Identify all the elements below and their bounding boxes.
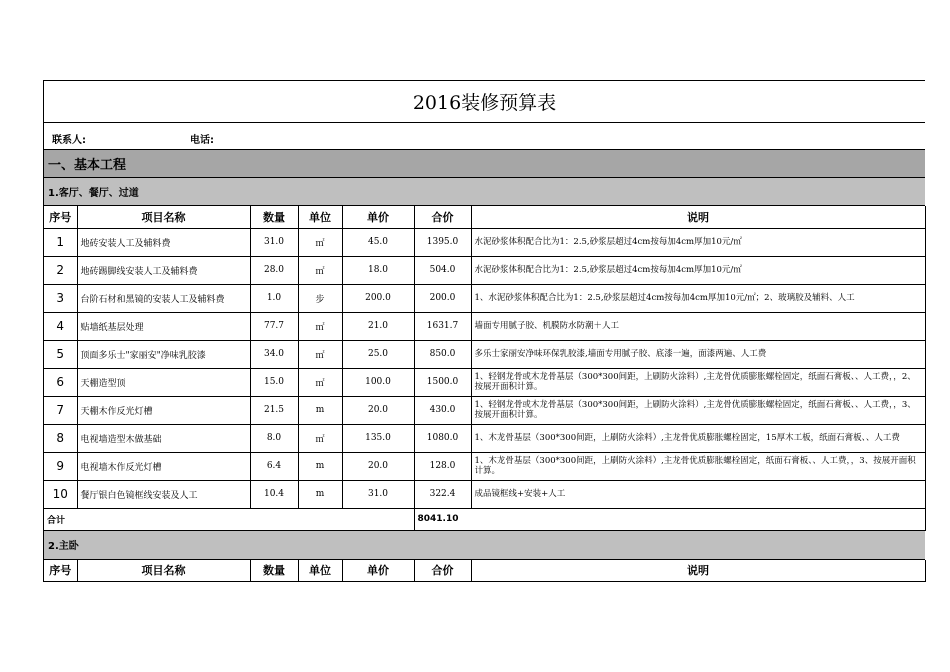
item-unit: 步 [298,284,342,312]
col-header-desc: 说明 [471,206,925,228]
master-bedroom-table [44,560,926,583]
item-price: 20.0 [342,452,414,480]
item-number: 9 [44,452,77,480]
item-qty: 28.0 [250,256,298,284]
group-master-bedroom: 2.主卧 [44,531,925,560]
total-row [44,508,925,530]
item-name: 电视墙造型木做基础 [77,424,250,452]
col-header-desc: 说明 [471,560,925,582]
item-name: 餐厅银白色镜框线安装及人工 [77,480,250,508]
table-header-row [44,206,925,228]
item-unit: m [298,452,342,480]
item-qty: 21.5 [250,396,298,424]
item-total: 850.0 [414,340,471,368]
item-total: 200.0 [414,284,471,312]
table-row [44,452,925,480]
item-number: 10 [44,480,77,508]
item-qty: 15.0 [250,368,298,396]
living-dining-table [44,206,926,531]
item-name: 电视墙木作反光灯槽 [77,452,250,480]
item-qty: 8.0 [250,424,298,452]
item-name: 天棚造型顶 [77,368,250,396]
item-desc: 墙面专用腻子胶、机膜防水防潮＋人工 [471,312,925,340]
item-total: 1395.0 [414,228,471,256]
item-total: 430.0 [414,396,471,424]
item-unit: ㎡ [298,424,342,452]
item-total: 1631.7 [414,312,471,340]
total-value: 8041.10 [414,508,925,530]
item-name: 台阶石材和黑镜的安装人工及辅料费 [77,284,250,312]
item-name: 地砖踢脚线安装人工及辅料费 [77,256,250,284]
item-unit: ㎡ [298,256,342,284]
item-qty: 6.4 [250,452,298,480]
item-number: 6 [44,368,77,396]
table-row [44,256,925,284]
item-unit: ㎡ [298,228,342,256]
col-header-no: 序号 [44,560,77,582]
table-row [44,284,925,312]
item-price: 135.0 [342,424,414,452]
item-price: 45.0 [342,228,414,256]
item-unit: ㎡ [298,368,342,396]
sheet-title: 2016装修预算表 [44,81,925,123]
item-number: 8 [44,424,77,452]
table-row [44,312,925,340]
item-desc: 水泥砂浆体积配合比为1：2.5,砂浆层超过4cm按每加4cm厚加10元/㎡ [471,228,925,256]
item-desc: 1、木龙骨基层（300*300间距，上刷防火涂料）,主龙骨优质膨胀螺栓固定，纸面石膏板、、人工费，，3、按展开面积计算。 [471,452,925,480]
col-header-unit: 单位 [298,560,342,582]
item-total: 128.0 [414,452,471,480]
table-row [44,368,925,396]
col-header-unit: 单位 [298,206,342,228]
table-row [44,340,925,368]
item-desc: 1、木龙骨基层（300*300间距，上刷防火涂料）,主龙骨优质膨胀螺栓固定，15厚木工板，纸面石膏板、、人工费 [471,424,925,452]
item-qty: 10.4 [250,480,298,508]
item-price: 18.0 [342,256,414,284]
col-header-price: 单价 [342,206,414,228]
item-number: 2 [44,256,77,284]
col-header-qty: 数量 [250,560,298,582]
item-qty: 77.7 [250,312,298,340]
item-number: 7 [44,396,77,424]
item-unit: m [298,480,342,508]
budget-sheet [43,80,925,582]
item-qty: 1.0 [250,284,298,312]
item-qty: 31.0 [250,228,298,256]
col-header-total: 合价 [414,206,471,228]
item-number: 1 [44,228,77,256]
item-price: 100.0 [342,368,414,396]
table-row [44,480,925,508]
contact-person-label: 联系人: [52,135,86,146]
col-header-price: 单价 [342,560,414,582]
item-total: 322.4 [414,480,471,508]
item-desc: 成品镜框线+安装+人工 [471,480,925,508]
item-unit: ㎡ [298,340,342,368]
item-total: 504.0 [414,256,471,284]
group-living-dining: 1.客厅、餐厅、过道 [44,178,925,206]
col-header-no: 序号 [44,206,77,228]
total-label: 合计 [44,508,414,530]
item-total: 1080.0 [414,424,471,452]
item-price: 200.0 [342,284,414,312]
section-basic-works: 一、基本工程 [44,150,925,178]
item-unit: ㎡ [298,312,342,340]
item-desc: 多乐士家丽安净味环保乳胶漆,墙面专用腻子胶、底漆一遍，面漆两遍、人工费 [471,340,925,368]
item-name: 地砖安装人工及辅料费 [77,228,250,256]
contact-row [44,123,925,150]
table-row [44,396,925,424]
col-header-qty: 数量 [250,206,298,228]
item-desc: 1、轻钢龙骨或木龙骨基层（300*300间距，上刷防火涂料）,主龙骨优质膨胀螺栓固定，纸面石膏板、、人工费，，2、按展开面积计算。 [471,368,925,396]
item-price: 25.0 [342,340,414,368]
item-number: 3 [44,284,77,312]
item-desc: 水泥砂浆体积配合比为1：2.5,砂浆层超过4cm按每加4cm厚加10元/㎡ [471,256,925,284]
table-header-row [44,560,925,582]
item-price: 31.0 [342,480,414,508]
table-body [44,228,925,508]
col-header-name: 项目名称 [77,206,250,228]
item-name: 天棚木作反光灯槽 [77,396,250,424]
col-header-name: 项目名称 [77,560,250,582]
table-row [44,424,925,452]
item-total: 1500.0 [414,368,471,396]
item-price: 20.0 [342,396,414,424]
item-price: 21.0 [342,312,414,340]
table-row [44,228,925,256]
item-number: 4 [44,312,77,340]
item-name: 贴墙纸基层处理 [77,312,250,340]
item-qty: 34.0 [250,340,298,368]
item-number: 5 [44,340,77,368]
item-desc: 1、水泥砂浆体积配合比为1：2.5,砂浆层超过4cm按每加4cm厚加10元/㎡；2、玻璃胶及辅料、人工 [471,284,925,312]
item-desc: 1、轻钢龙骨或木龙骨基层（300*300间距，上刷防火涂料）,主龙骨优质膨胀螺栓固定，纸面石膏板、、人工费，，3、按展开面积计算。 [471,396,925,424]
item-unit: m [298,396,342,424]
contact-phone-label: 电话: [190,135,214,146]
col-header-total: 合价 [414,560,471,582]
item-name: 顶面多乐士"家丽安"净味乳胶漆 [77,340,250,368]
